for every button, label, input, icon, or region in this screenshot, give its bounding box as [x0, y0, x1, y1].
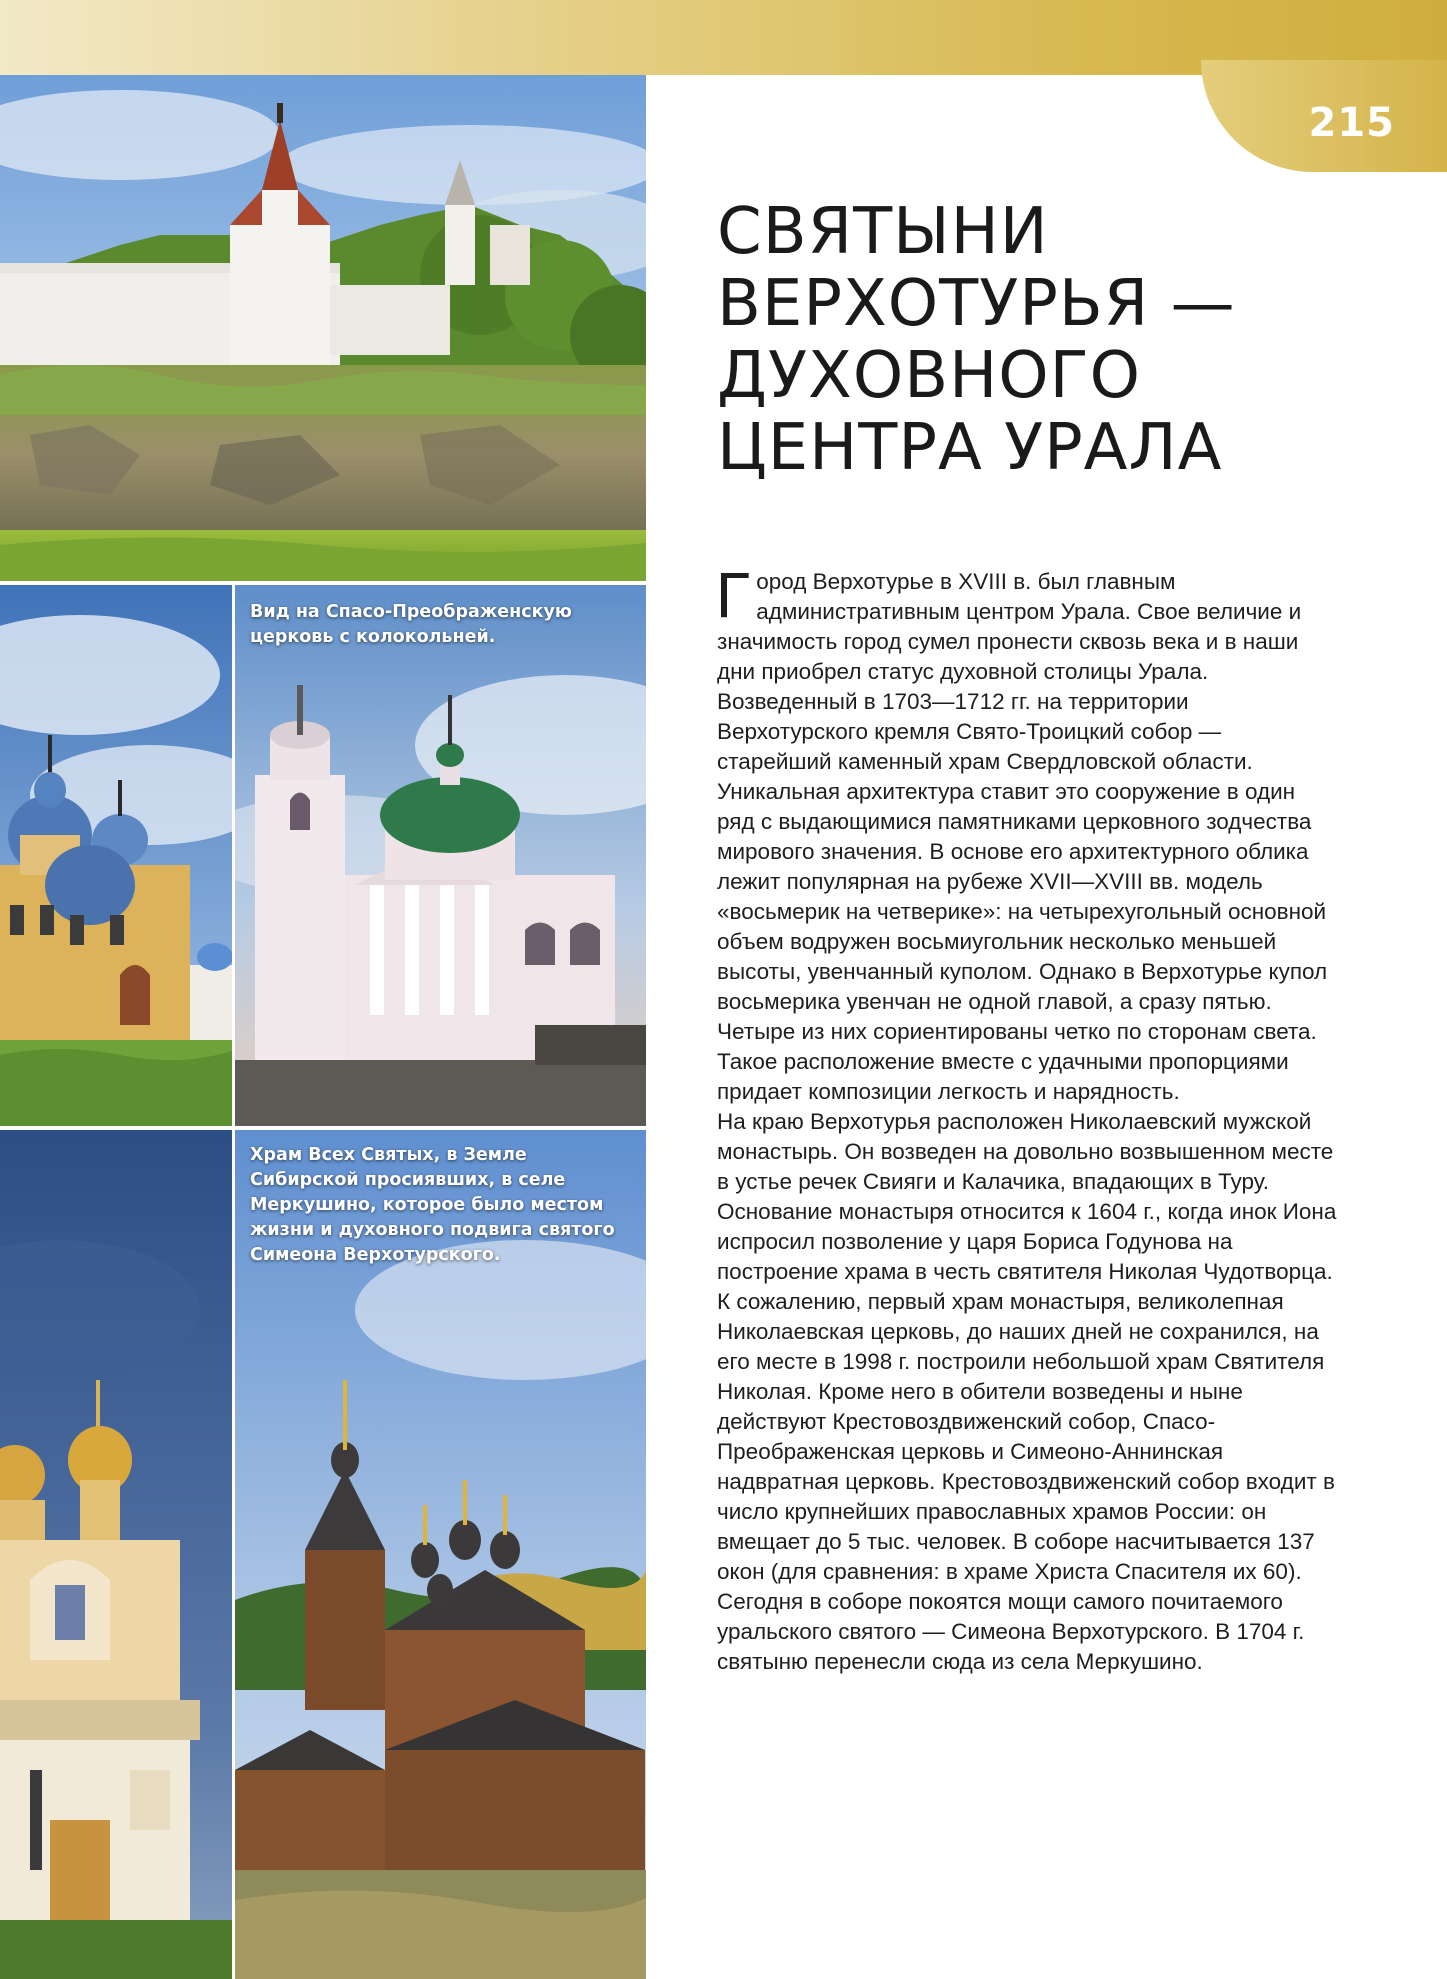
title-line: ДУХОВНОГО	[717, 339, 1142, 413]
article-body	[715, 561, 1337, 1677]
kremlin-photo	[0, 75, 646, 581]
title-line: СВЯТЫНИ	[717, 195, 1049, 269]
title-line: ВЕРХОТУРЬЯ —	[717, 267, 1236, 341]
cathedral-blue-domes-photo	[0, 585, 232, 1126]
golden-domes-church-photo	[0, 1130, 232, 1979]
spaso-preobrazhenskaya-church-photo	[235, 585, 646, 1126]
article-paragraph	[715, 561, 1337, 1107]
page-number: 215	[1308, 100, 1395, 146]
title-line: ЦЕНТРА УРАЛА	[717, 411, 1223, 485]
article-paragraph: На краю Верхотурья расположен Николаевский мужской монастырь. Он возведен на довольно возвышенном месте в устье речек Свияги и Калачика, впадающих в Туру. Основание монастыря относится к 1604 г., когда инок Иона испросил позволение у царя Бориса Годунова на построение храма в честь святителя Николая Чудотворца. К сожалению, первый храм монастыря, великолепная Николаевская церковь, до наших дней не сохранился, на его месте в 1998 г. построили небольшой храм Святителя Николая. Кроме него в обители возведены и ныне действуют Крестовоздвиженский собор, Спасо-Преображенская церковь и Симеоно-Аннинская надвратная церковь. Крестовоздвиженский собор входит в число крупнейших православных храмов России: он вмещает до 5 тыс. человек. В соборе насчитывается 137 окон (для сравнения: в храме Христа Спасителя их 60). Сегодня в соборе покоятся мощи самого почитаемого уральского святого — Симеона Верхотурского. В 1704 г. святыню перенесли сюда из села Меркушино.	[717, 1109, 1337, 1674]
caption-church-bell-tower: Вид на Спасо-Преображенскую церковь с колокольней.	[250, 602, 572, 647]
paragraph-text: ород Верхотурье в XVIII в. был главным административным центром Урала. Свое величие и значимость город сумел пронести сквозь века и в наши дни приобрел статус духовной столицы Урала. Возведенный в 1703—1712 гг. на территории Верхотурского кремля Свято-Троицкий собор — старейший каменный храм Свердловской области. Уникальная архитектура ставит это сооружение в один ряд с выдающимися памятниками церковного зодчества мирового значения. В основе его архитектурного облика лежит популярная на рубеже XVII—XVIII вв. модель «восьмерик на четверике»: на четырехугольный основной объем водружен восьмиугольник несколько меньшей высоты, увенчанный куполом. Однако в Верхотурье купол восьмерика увенчан не одной главой, а сразу пятью. Четыре из них сориентированы четко по сторонам света. Такое расположение вместе с удачными пропорциями придает композиции легкость и нарядность.	[717, 569, 1328, 1104]
drop-cap: Г	[715, 561, 753, 632]
caption-all-saints-church: Храм Всех Святых, в Земле Сибирской просиявших, в селе Меркушино, которое было местом жизни и духовного подвига святого Симеона Верхотурского.	[250, 1145, 615, 1265]
article-title	[717, 196, 1236, 484]
